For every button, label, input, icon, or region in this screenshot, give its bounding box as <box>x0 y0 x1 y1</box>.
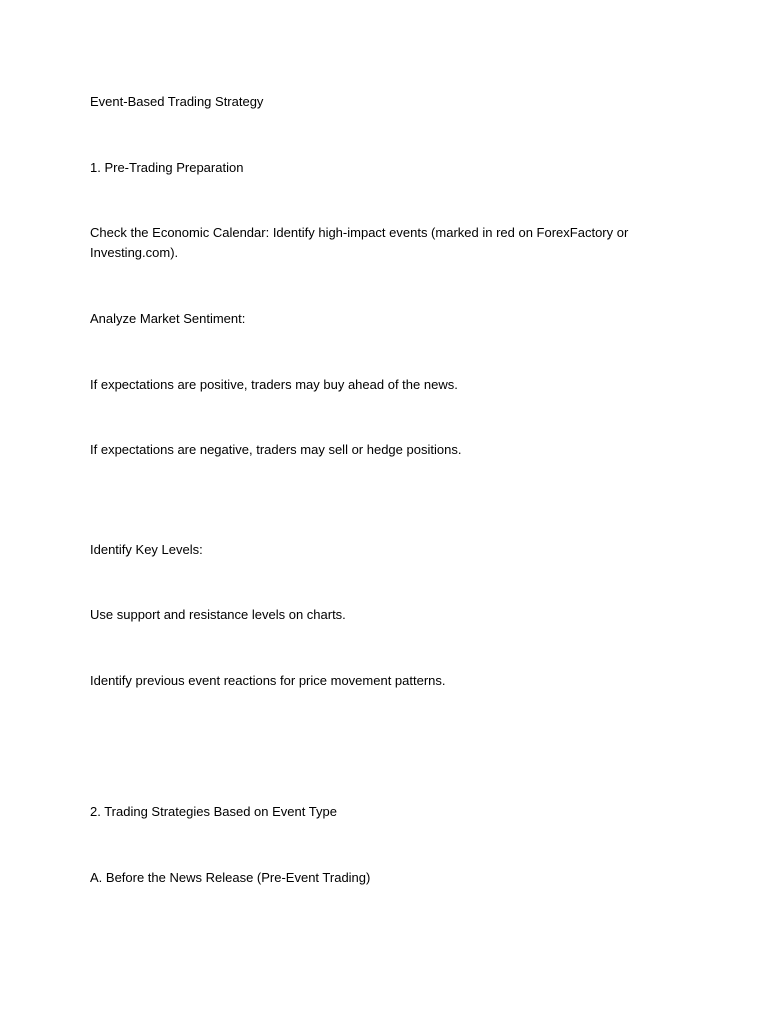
paragraph-support-resistance: Use support and resistance levels on charts. <box>90 607 346 622</box>
paragraph-economic-calendar: Check the Economic Calendar: Identify high-impact events (marked in red on ForexFactory or Investing.com). <box>90 225 629 260</box>
section-heading-trading-strategies: 2. Trading Strategies Based on Event Type <box>90 804 337 819</box>
paragraph-market-sentiment: Analyze Market Sentiment: <box>90 311 246 326</box>
document-title: Event-Based Trading Strategy <box>90 94 264 109</box>
paragraph-negative-expectations: If expectations are negative, traders may sell or hedge positions. <box>90 442 462 457</box>
paragraph-key-levels: Identify Key Levels: <box>90 542 203 557</box>
paragraph-previous-reactions: Identify previous event reactions for price movement patterns. <box>90 673 446 688</box>
section-heading-pre-trading: 1. Pre-Trading Preparation <box>90 160 244 175</box>
subsection-heading-pre-event: A. Before the News Release (Pre-Event Trading) <box>90 870 371 885</box>
paragraph-positive-expectations: If expectations are positive, traders may buy ahead of the news. <box>90 377 458 392</box>
